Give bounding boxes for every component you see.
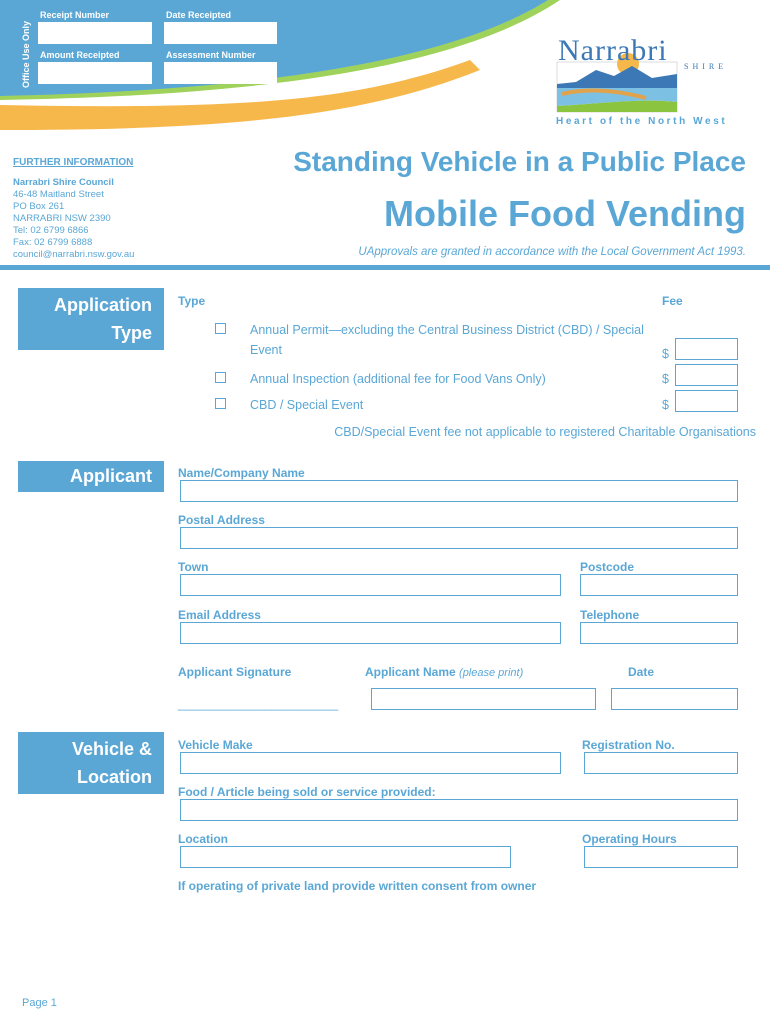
cbd-special-event-checkbox[interactable] [215,398,226,409]
signature-line[interactable]: ________________________ [178,697,339,711]
cbd-special-event-currency: $ [662,398,669,412]
type-column-header: Type [178,294,206,308]
name-company-field[interactable] [180,480,738,502]
applicant-name-label-text: Applicant Name [365,665,456,679]
date-field[interactable] [611,688,738,710]
annual-permit-checkbox[interactable] [215,323,226,334]
location-label: Location [178,832,228,846]
annual-permit-fee-field[interactable] [675,338,738,360]
amount-receipted-field[interactable] [38,62,152,84]
contact-telephone: Tel: 02 6799 6866 [13,225,89,236]
contact-address-line: PO Box 261 [13,201,65,212]
email-address-field[interactable] [180,622,561,644]
page-number: Page 1 [22,997,57,1009]
page-title-line2: Mobile Food Vending [384,193,746,234]
contact-address-line: 46-48 Maitland Street [13,189,104,200]
logo-shire-text: SHIRE [684,62,728,71]
town-label: Town [178,560,209,574]
fee-column-header: Fee [662,294,683,308]
operating-hours-field[interactable] [584,846,738,868]
registration-field[interactable] [584,752,738,774]
application-type-tab-line1: Application [54,295,152,315]
registration-label: Registration No. [582,738,675,752]
cbd-special-event-label: CBD / Special Event [250,398,364,412]
telephone-label: Telephone [580,608,640,622]
applicant-tab: Applicant [18,461,164,492]
charitable-organisations-note: CBD/Special Event fee not applicable to registered Charitable Organisations [334,425,756,439]
postal-address-label: Postal Address [178,513,265,527]
date-label: Date [628,665,655,679]
annual-inspection-currency: $ [662,372,669,386]
vehicle-location-tab-line1: Vehicle & [71,739,152,759]
receipt-number-field[interactable] [38,22,152,44]
further-information-heading: FURTHER INFORMATION [13,157,134,168]
annual-inspection-label: Annual Inspection (additional fee for Food Vans Only) [250,372,546,386]
annual-permit-label: Annual Permit—excluding the Central Business District (CBD) / Special [250,323,644,337]
private-land-consent-note: If operating of private land provide written consent from owner [178,879,537,893]
logo-wordmark: Narrabri [558,34,668,67]
name-company-label: Name/Company Name [178,466,305,480]
date-receipted-label: Date Receipted [166,10,232,20]
postcode-field[interactable] [580,574,738,596]
contact-fax: Fax: 02 6799 6888 [13,237,93,248]
receipt-number-label: Receipt Number [40,10,110,20]
town-field[interactable] [180,574,561,596]
date-receipted-field[interactable] [164,22,277,44]
telephone-field[interactable] [580,622,738,644]
vehicle-location-tab [18,732,164,794]
council-name: Narrabri Shire Council [13,177,114,188]
vehicle-make-field[interactable] [180,752,561,774]
applicant-signature-label: Applicant Signature [178,665,292,679]
annual-inspection-fee-field[interactable] [675,364,738,386]
annual-permit-label-cont: Event [250,343,282,357]
office-use-side-label: Office Use Only [21,20,31,88]
please-print-hint: (please print) [459,667,524,679]
postcode-label: Postcode [580,560,635,574]
location-field[interactable] [180,846,511,868]
legislation-note: UApprovals are granted in accordance with the Local Government Act 1993. [358,246,746,258]
amount-receipted-label: Amount Receipted [40,50,120,60]
contact-email[interactable]: council@narrabri.nsw.gov.au [13,249,135,260]
operating-hours-label: Operating Hours [582,832,677,846]
cbd-special-event-fee-field[interactable] [675,390,738,412]
contact-address-line: NARRABRI NSW 2390 [13,213,111,224]
application-type-tab [18,288,164,350]
assessment-number-label: Assessment Number [166,50,256,60]
vehicle-make-label: Vehicle Make [178,738,253,752]
annual-permit-currency: $ [662,347,669,361]
email-address-label: Email Address [178,608,261,622]
postal-address-field[interactable] [180,527,738,549]
narrabri-logo [556,36,746,114]
applicant-name-field[interactable] [371,688,596,710]
logo-tagline: Heart of the North West [556,116,728,127]
assessment-number-field[interactable] [164,62,277,84]
header-divider [0,265,770,270]
applicant-name-label [365,665,523,679]
application-type-tab-line2: Type [111,323,152,343]
food-article-label: Food / Article being sold or service provided: [178,785,436,799]
vehicle-location-tab-line2: Location [77,767,152,787]
page-title-line1: Standing Vehicle in a Public Place [293,146,746,177]
food-article-field[interactable] [180,799,738,821]
annual-inspection-checkbox[interactable] [215,372,226,383]
